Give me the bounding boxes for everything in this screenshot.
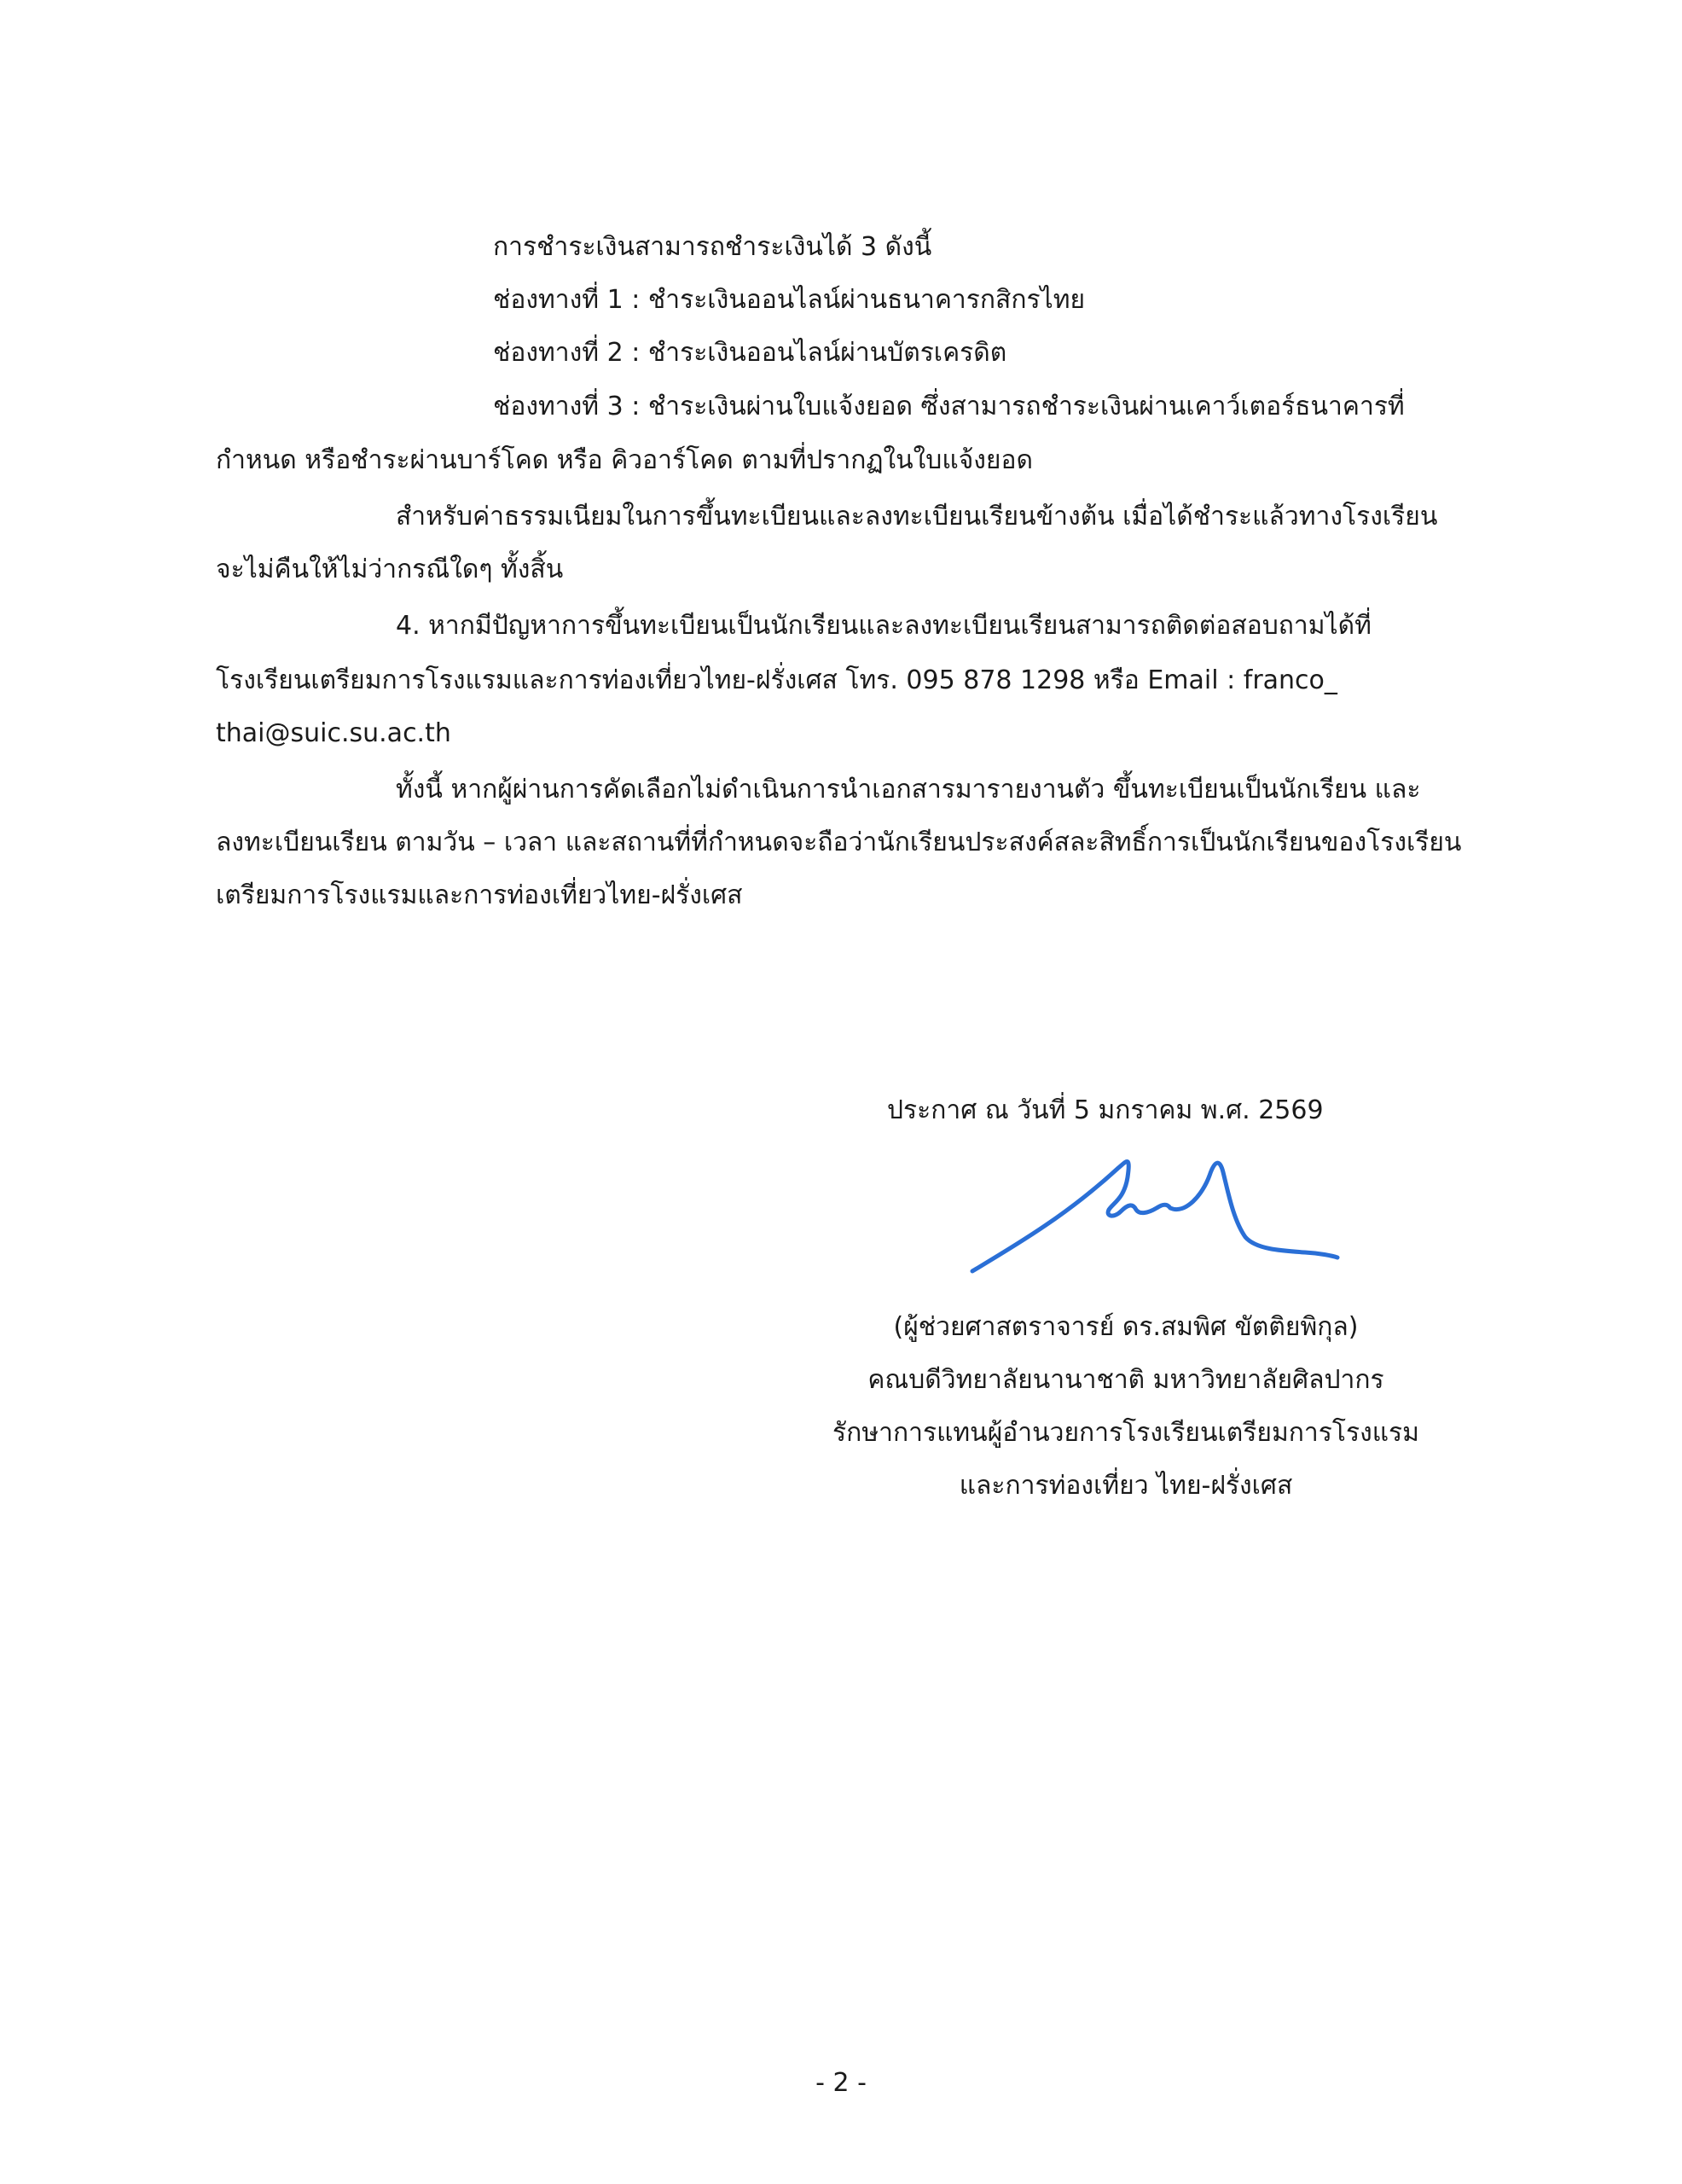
payment-intro: การชำระเงินสามารถชำระเงินได้ 3 ดังนี้ <box>493 232 932 262</box>
contact-line-1: 4. หากมีปัญหาการขึ้นทะเบียนเป็นนักเรียนและลงทะเบียนเรียนสามารถติดต่อสอบถามได้ที่ <box>396 611 1372 641</box>
refund-line-2: จะไม่คืนให้ไม่ว่ากรณีใดๆ ทั้งสิ้น <box>216 555 564 584</box>
contact-email-continuation: thai@suic.su.ac.th <box>216 718 451 748</box>
payment-channel-3-line-2: กำหนด หรือชำระผ่านบาร์โคด หรือ คิวอาร์โคด ตามที่ปรากฏในใบแจ้งยอด <box>216 445 1033 475</box>
page-number: - 2 - <box>815 2068 867 2098</box>
contact-line-2: โรงเรียนเตรียมการโรงแรมและการท่องเที่ยวไทย-ฝรั่งเศส โทร. 095 878 1298 หรือ Email : franco_ <box>216 665 1337 695</box>
signatory-name: (ผู้ช่วยศาสตราจารย์ ดร.สมพิศ ขัตติยพิกุล) <box>893 1312 1359 1342</box>
notice-line-1: ทั้งนี้ หากผู้ผ่านการคัดเลือกไม่ดำเนินการนำเอกสารมารายงานตัว ขึ้นทะเบียนเป็นนักเรียน และ <box>396 775 1421 804</box>
notice-line-2: ลงทะเบียนเรียน ตามวัน – เวลา และสถานที่ที่กำหนดจะถือว่านักเรียนประสงค์สละสิทธิ์การเป็นนักเรียนของโรงเรียน <box>216 828 1462 857</box>
signatory-position-1: คณบดีวิทยาลัยนานาชาติ มหาวิทยาลัยศิลปากร <box>867 1365 1384 1395</box>
refund-line-1: สำหรับค่าธรรมเนียมในการขึ้นทะเบียนและลงทะเบียนเรียนข้างต้น เมื่อได้ชำระแล้วทางโรงเรียน <box>396 502 1438 531</box>
signatory-position-2: รักษาการแทนผู้อำนวยการโรงเรียนเตรียมการโรงแรม <box>832 1418 1419 1448</box>
payment-channel-1: ช่องทางที่ 1 : ชำระเงินออนไลน์ผ่านธนาคารกสิกรไทย <box>493 285 1086 315</box>
notice-line-3: เตรียมการโรงแรมและการท่องเที่ยวไทย-ฝรั่งเศส <box>216 880 743 910</box>
payment-channel-2: ช่องทางที่ 2 : ชำระเงินออนไลน์ผ่านบัตรเครดิต <box>493 338 1007 368</box>
signatory-position-3: และการท่องเที่ยว ไทย-ฝรั่งเศส <box>959 1471 1293 1501</box>
signature-stroke <box>972 1162 1337 1272</box>
announcement-date: ประกาศ ณ วันที่ 5 มกราคม พ.ศ. 2569 <box>887 1095 1324 1125</box>
handwritten-signature <box>938 1143 1356 1297</box>
payment-channel-3-line-1: ช่องทางที่ 3 : ชำระเงินผ่านใบแจ้งยอด ซึ่งสามารถชำระเงินผ่านเคาว์เตอร์ธนาคารที่ <box>493 392 1405 421</box>
